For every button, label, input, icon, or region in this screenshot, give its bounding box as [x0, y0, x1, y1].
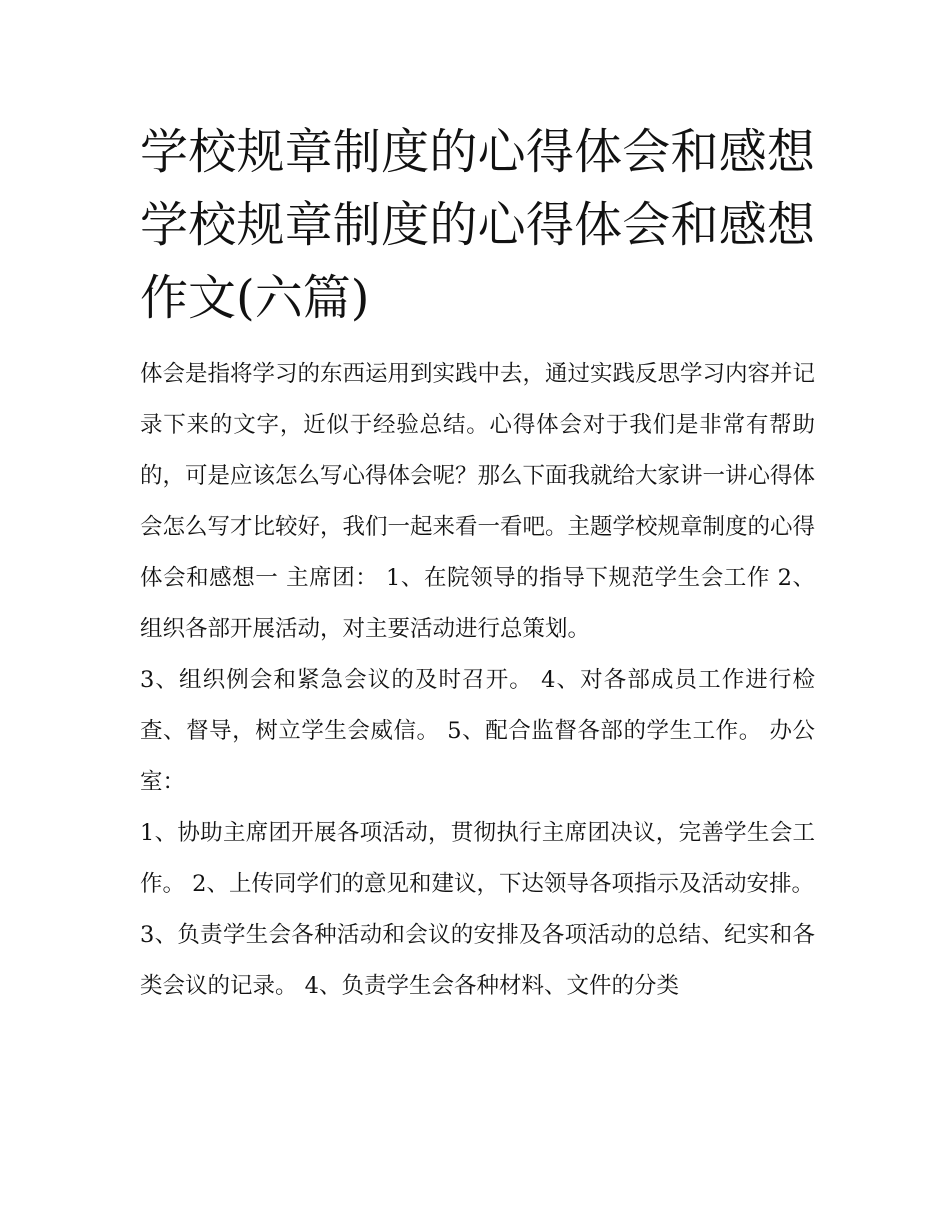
paragraph-chair-duties: 3、组织例会和紧急会议的及时召开。 4、对各部成员工作进行检查、督导，树立学生会威信。 5、配合监督各部的学生工作。 办公室： [140, 667, 815, 795]
paragraph-office-duties: 1、协助主席团开展各项活动，贯彻执行主席团决议，完善学生会工作。 2、上传同学们的意见和建议，下达领导各项指示及活动安排。 [140, 820, 815, 897]
document-content [140, 116, 815, 1012]
document-body [140, 349, 815, 1012]
document-title: 学校规章制度的心得体会和感想 学校规章制度的心得体会和感想作文(六篇) [140, 124, 815, 326]
paragraph-intro: 体会是指将学习的东西运用到实践中去，通过实践反思学习内容并记录下来的文字，近似于经验总结。心得体会对于我们是非常有帮助的，可是应该怎么写心得体会呢？那么下面我就给大家讲一讲心得体会怎么写才比较好，我们一起来看一看吧。主题学校规章制度的心得体会和感想一 主席团： 1、在院领导的指导下规范学生会工作 2、组织各部开展活动，对主要活动进行总策划。 [140, 361, 816, 642]
paragraph-office-records: 3、负责学生会各种活动和会议的安排及各项活动的总结、纪实和各类会议的记录。 4、负责学生会各种材料、文件的分类 [140, 922, 815, 999]
